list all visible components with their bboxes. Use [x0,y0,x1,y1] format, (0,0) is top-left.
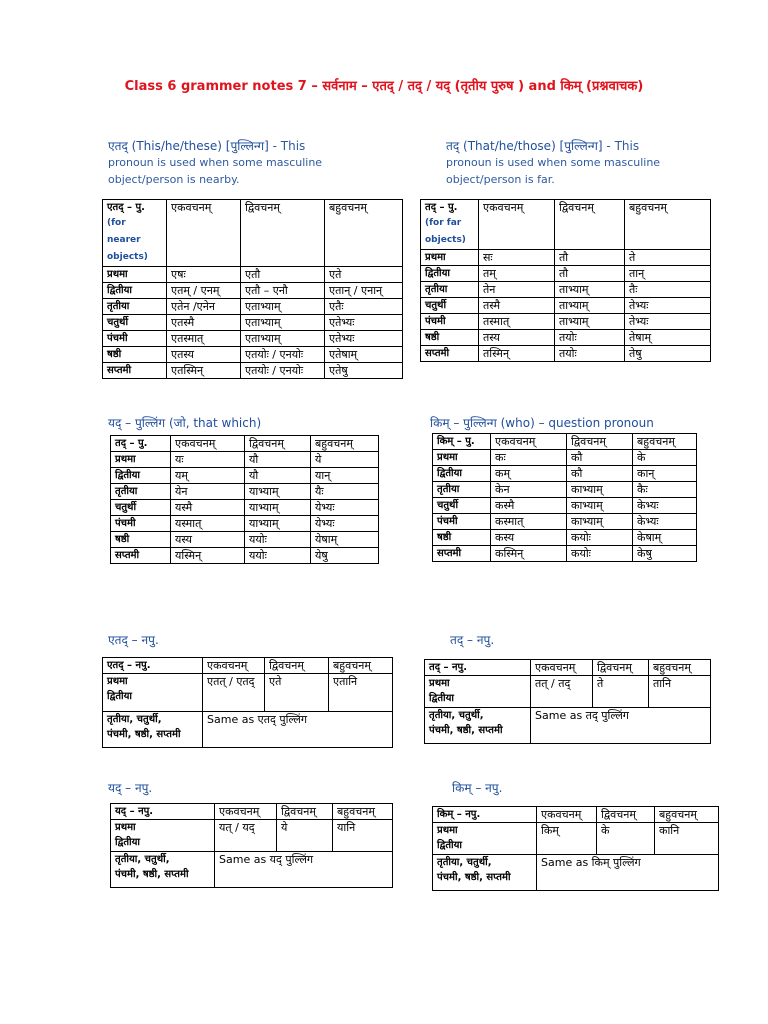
table-cell: ययोः [245,532,311,548]
etad-masculine-description: pronoun is used when some masculine object/person is nearby. [108,156,323,186]
table-cell: एतौ [241,267,325,283]
table-header-row [433,807,719,823]
table-cell: एतस्मात् [167,331,241,347]
table-cell: तेषाम् [625,330,711,346]
table-cell: यौ [245,452,311,468]
column-header: एकवचनम् [215,804,277,820]
case-label: प्रथमा [433,450,491,466]
table-header-row [111,804,393,820]
table-cell: तम् [479,266,555,282]
etad-masculine-table [102,199,403,379]
table-row [111,484,379,500]
table-cell: किम् [537,823,597,855]
table-cell: तेभ्यः [625,314,711,330]
table-row [421,298,711,314]
case-label: षष्ठी [103,347,167,363]
column-header: द्विवचनम् [241,200,325,267]
corner-cell: किम् – पु. [433,434,491,450]
column-header: द्विवचनम् [567,434,633,450]
etad-neuter-heading: एतद् – नपु. [108,633,159,647]
table-row [103,347,403,363]
case-label: सप्तमी [111,548,171,564]
table-row [111,452,379,468]
case-label: सप्तमी [103,363,167,379]
table-cell: तेन [479,282,555,298]
tad-masculine-heading: तद् (That/he/those) [पुल्लिन्ग] - This [446,139,640,153]
table-cell: केभ्यः [633,514,697,530]
case-label: तृतीया, चतुर्थी, पंचमी, षष्ठी, सप्तमी [425,708,531,744]
table-cell: तैः [625,282,711,298]
etad-masculine-heading: एतद् (This/he/these) [पुल्लिन्ग] - This [108,139,306,153]
page-title: Class 6 grammer notes 7 – सर्वनाम – एतद् / तद् / यद् (तृतीय पुरुष ) and किम् (प्रश्नवाचक) [124,79,644,94]
table-cell: येषाम् [311,532,379,548]
tad-neuter-table [424,659,711,744]
table-cell: एते [265,674,329,712]
corner-cell: यद् – नपु. [111,804,215,820]
table-cell: यस्य [171,532,245,548]
table-cell: येषु [311,548,379,564]
table-cell: तेभ्यः [625,298,711,314]
case-label: चतुर्थी [103,315,167,331]
kim-neuter-table [432,806,719,891]
table-header-row [103,658,393,674]
table-cell: एषः [167,267,241,283]
table-row [103,712,393,748]
case-label: तृतीया, चतुर्थी, पंचमी, षष्ठी, सप्तमी [433,855,537,891]
table-cell: केषु [633,546,697,562]
tad-masculine-description: pronoun is used when some masculine object/person is far. [446,156,661,186]
table-header-row [433,434,697,450]
table-cell: एतान् / एनान् [325,283,403,299]
table-cell: ते [593,676,649,708]
table-cell: तयोः [555,330,625,346]
table-cell: एतानि [329,674,393,712]
case-label: प्रथमा [421,250,479,266]
table-cell: येभ्यः [311,516,379,532]
table-cell: एतस्य [167,347,241,363]
case-label: तृतीया [111,484,171,500]
table-cell: Same as तद् पुल्लिंग [531,708,711,744]
table-cell: तानि [649,676,711,708]
table-header-row [111,436,379,452]
column-header: बहुवचनम् [625,200,711,250]
case-label: द्वितीया [433,466,491,482]
table-cell: एतत् / एतद् [203,674,265,712]
table-row [103,331,403,347]
case-label: द्वितीया [111,468,171,484]
table-cell: एतेषु [325,363,403,379]
table-cell: काभ्याम् [567,498,633,514]
table-header-row [425,660,711,676]
table-row [111,516,379,532]
table-cell: Same as एतद् पुल्लिंग [203,712,393,748]
table-cell: एतौ – एनौ [241,283,325,299]
column-header: द्विवचनम् [555,200,625,250]
table-row [111,532,379,548]
table-cell: तेषु [625,346,711,362]
table-cell: कौ [567,466,633,482]
table-cell: येन [171,484,245,500]
column-header: बहुवचनम् [329,658,393,674]
table-row [433,466,697,482]
tad-neuter-heading: तद् – नपु. [450,633,495,647]
yad-neuter-heading: यद् – नपु. [108,781,153,795]
column-header: एकवचनम् [203,658,265,674]
table-cell: एतैः [325,299,403,315]
table-row [421,250,711,266]
case-label: सप्तमी [421,346,479,362]
table-cell: एतस्मिन् [167,363,241,379]
table-row [111,500,379,516]
table-cell: यम् [171,468,245,484]
column-header: एकवचनम् [537,807,597,823]
case-label: षष्ठी [433,530,491,546]
table-cell: कयोः [567,530,633,546]
table-cell: यस्मिन् [171,548,245,564]
table-cell: काभ्याम् [567,482,633,498]
table-row [433,514,697,530]
case-label: चतुर्थी [433,498,491,514]
table-cell: यस्मै [171,500,245,516]
table-cell: याभ्याम् [245,500,311,516]
table-row [103,363,403,379]
kim-masculine-table [432,433,697,562]
case-label: प्रथमा [111,452,171,468]
table-cell: ये [277,820,333,852]
case-label: तृतीया [103,299,167,315]
table-cell: कम् [491,466,567,482]
table-row [421,266,711,282]
column-header: बहुवचनम् [633,434,697,450]
table-cell: एताभ्याम् [241,315,325,331]
table-row [433,450,697,466]
table-cell: यानि [333,820,393,852]
table-row [111,820,393,852]
table-cell: कैः [633,482,697,498]
corner-cell: एतद् – नपु. [103,658,203,674]
column-header: बहुवचनम् [311,436,379,452]
table-cell: एतेन /एनेन [167,299,241,315]
table-cell: एतम् / एनम् [167,283,241,299]
table-cell: यत् / यद् [215,820,277,852]
table-cell: कस्मै [491,498,567,514]
table-row [433,482,697,498]
table-row [103,315,403,331]
table-cell: Same as किम् पुल्लिंग [537,855,719,891]
table-cell: एतेभ्यः [325,315,403,331]
case-label: पंचमी [103,331,167,347]
table-row [425,676,711,708]
case-label: षष्ठी [421,330,479,346]
case-label: प्रथमा द्वितीया [433,823,537,855]
table-cell: केषाम् [633,530,697,546]
table-cell: कः [491,450,567,466]
case-label: द्वितीया [421,266,479,282]
column-header: द्विवचनम् [597,807,655,823]
case-label: द्वितीया [103,283,167,299]
column-header: एकवचनम् [167,200,241,267]
corner-cell: किम् – नपु. [433,807,537,823]
column-header: एकवचनम् [479,200,555,250]
table-cell: केभ्यः [633,498,697,514]
case-label: पंचमी [421,314,479,330]
table-row [433,498,697,514]
table-row [103,674,393,712]
table-cell: यः [171,452,245,468]
case-label: पंचमी [111,516,171,532]
case-label: षष्ठी [111,532,171,548]
kim-neuter-heading: किम् – नपु. [452,781,503,795]
table-cell: एतेभ्यः [325,331,403,347]
column-header: बहुवचनम् [333,804,393,820]
table-cell: ये [311,452,379,468]
table-cell: यौ [245,468,311,484]
table-row [421,282,711,298]
table-cell: तयोः [555,346,625,362]
table-cell: एताभ्याम् [241,299,325,315]
table-cell: तत् / तद् [531,676,593,708]
table-cell: सः [479,250,555,266]
table-cell: याभ्याम् [245,484,311,500]
column-header: बहुवचनम् [325,200,403,267]
table-cell: केन [491,482,567,498]
column-header: एकवचनम् [531,660,593,676]
table-cell: काभ्याम् [567,514,633,530]
case-label: तृतीया, चतुर्थी, पंचमी, षष्ठी, सप्तमी [103,712,203,748]
tad-masculine-table [420,199,711,362]
corner-cell: तद् – पु. (for far objects) [421,200,479,250]
case-label: प्रथमा द्वितीया [103,674,203,712]
yad-masculine-table [110,435,379,564]
case-label: पंचमी [433,514,491,530]
case-label: सप्तमी [433,546,491,562]
table-cell: तस्य [479,330,555,346]
table-cell: कानि [655,823,719,855]
table-cell: कौ [567,450,633,466]
table-cell: तौ [555,250,625,266]
table-cell: तस्मिन् [479,346,555,362]
table-cell: एतयोः / एनयोः [241,363,325,379]
table-row [425,708,711,744]
table-cell: एतेषाम् [325,347,403,363]
table-cell: कस्य [491,530,567,546]
case-label: तृतीया [433,482,491,498]
table-row [421,330,711,346]
table-cell: ताभ्याम् [555,282,625,298]
table-cell: एतयोः / एनयोः [241,347,325,363]
table-cell: कयोः [567,546,633,562]
table-cell: Same as यद् पुल्लिंग [215,852,393,888]
table-cell: ययोः [245,548,311,564]
etad-neuter-table [102,657,393,748]
table-row [433,855,719,891]
table-cell: एतस्मै [167,315,241,331]
table-cell: के [633,450,697,466]
case-label: प्रथमा [103,267,167,283]
case-label: प्रथमा द्वितीया [111,820,215,852]
table-cell: ताभ्याम् [555,298,625,314]
table-row [103,267,403,283]
table-cell: कान् [633,466,697,482]
case-label: चतुर्थी [111,500,171,516]
kim-masculine-heading: किम् – पुल्लिन्ग (who) – question pronoun [430,416,654,430]
column-header: द्विवचनम् [265,658,329,674]
table-cell: एताभ्याम् [241,331,325,347]
column-header: बहुवचनम् [655,807,719,823]
table-row [111,852,393,888]
table-cell: के [597,823,655,855]
table-cell: तस्मै [479,298,555,314]
table-row [421,346,711,362]
case-label: तृतीया, चतुर्थी, पंचमी, षष्ठी, सप्तमी [111,852,215,888]
table-cell: यैः [311,484,379,500]
column-header: द्विवचनम् [277,804,333,820]
case-label: चतुर्थी [421,298,479,314]
table-row [433,530,697,546]
column-header: द्विवचनम् [245,436,311,452]
table-row [103,299,403,315]
table-cell: येभ्यः [311,500,379,516]
table-cell: कस्मात् [491,514,567,530]
table-cell: ताभ्याम् [555,314,625,330]
table-row [103,283,403,299]
column-header: द्विवचनम् [593,660,649,676]
corner-cell: तद् – पु. [111,436,171,452]
table-header-row [103,200,403,267]
table-row [421,314,711,330]
column-header: बहुवचनम् [649,660,711,676]
table-cell: तान् [625,266,711,282]
corner-cell: एतद् – पु. (for nearer objects) [103,200,167,267]
yad-neuter-table [110,803,393,888]
table-cell: यस्मात् [171,516,245,532]
column-header: एकवचनम् [491,434,567,450]
column-header: एकवचनम् [171,436,245,452]
table-row [433,546,697,562]
table-cell: एते [325,267,403,283]
table-row [111,548,379,564]
table-header-row [421,200,711,250]
table-cell: तौ [555,266,625,282]
table-cell: कस्मिन् [491,546,567,562]
case-label: तृतीया [421,282,479,298]
case-label: प्रथमा द्वितीया [425,676,531,708]
table-cell: याभ्याम् [245,516,311,532]
table-row [111,468,379,484]
table-cell: ते [625,250,711,266]
table-row [433,823,719,855]
yad-masculine-heading: यद् – पुल्लिंग (जो, that which) [108,416,262,430]
table-cell: यान् [311,468,379,484]
table-cell: तस्मात् [479,314,555,330]
corner-cell: तद् – नपु. [425,660,531,676]
